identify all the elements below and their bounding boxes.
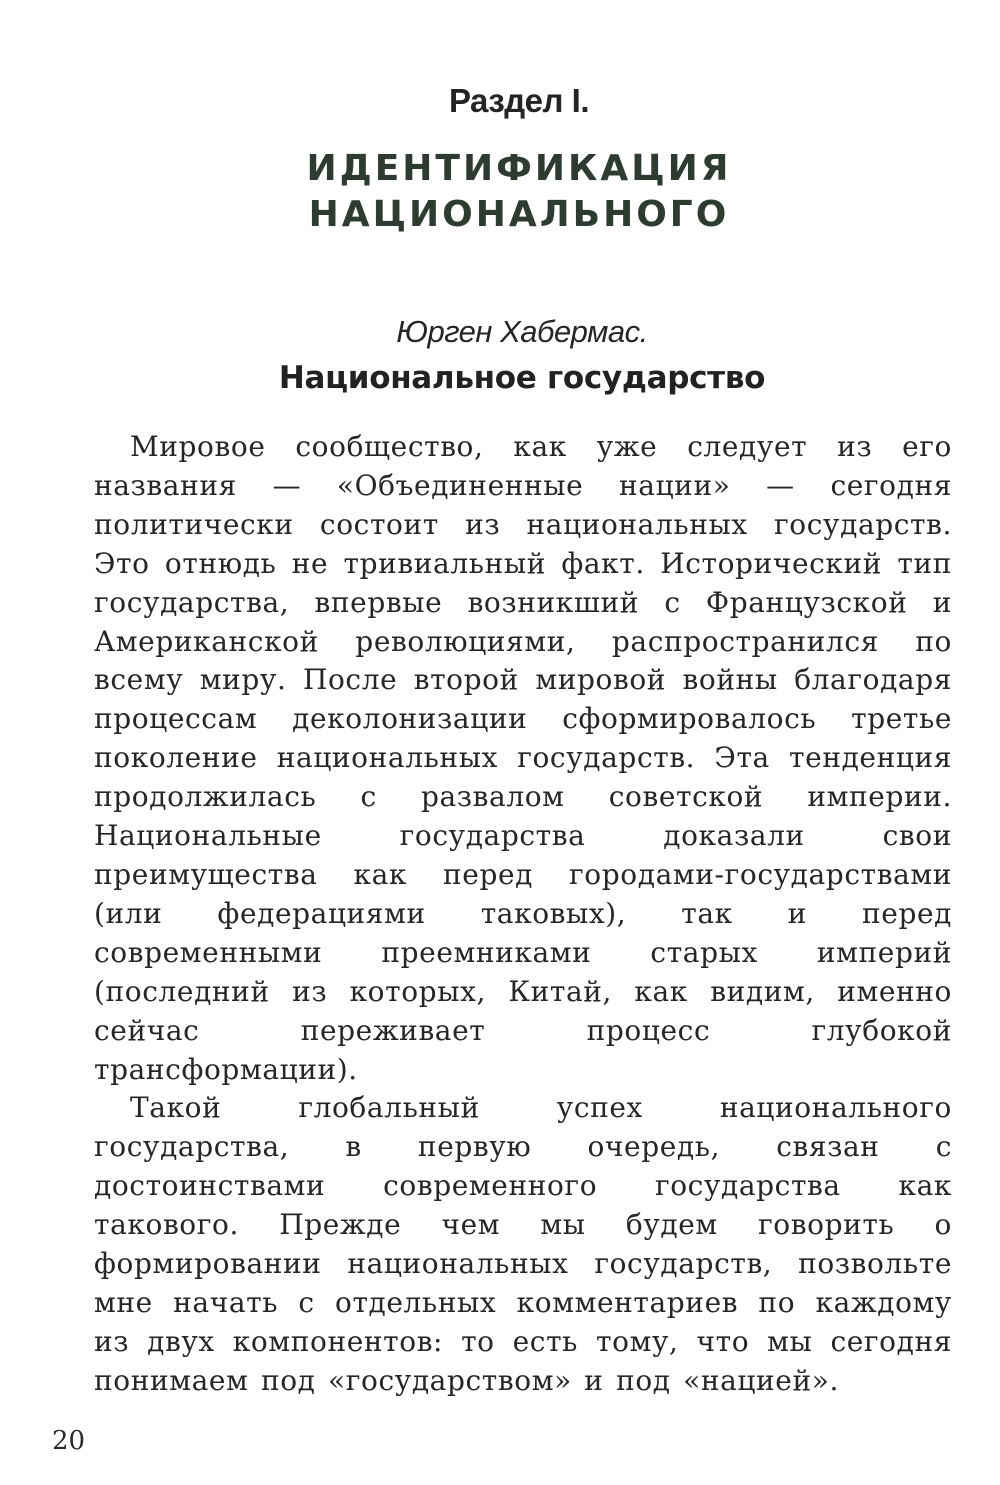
section-title [0,146,1000,238]
paragraph: Такой глобальный успех национального государства, в первую очередь, связан с достоинствами современного государства как такового. Прежде чем мы будем говорить о формировании национальных государств, позвольте мне начать с отдельных комментариев по каждому из двух компонентов: то есть тому, что мы сегодня понимаем под «государством» и под «нацией». [94,1091,952,1397]
page-number: 20 [52,1426,86,1456]
article-title: Национальное государство [278,360,766,396]
article-author: Юрген Хабермас. [396,314,648,349]
paragraph: Мировое сообщество, как уже следует из его названия — «Объединенные нации» — сегодня политически состоит из национальных государств. Это отнюдь не тривиальный факт. Исторический тип государства, впервые возникший с Французской и Американской революциями, распространился по всему миру. После второй мировой войны благодаря процессам деколонизации сформировалось третье поколение национальных государств. Эта тенденция продолжилась с развалом советской империи. Национальные государства доказали свои преимущества как перед городами-государствами (или федерациями таковых), так и перед современными преемниками старых империй (последний из которых, Китай, как видим, именно сейчас переживает процесс глубокой трансформации). [94,430,952,1086]
article-body [94,428,952,1401]
section-label: Раздел I. [448,82,589,119]
section-title-line-1: ИДЕНТИФИКАЦИЯ [306,148,732,189]
section-title-line-2: НАЦИОНАЛЬНОГО [308,194,730,235]
